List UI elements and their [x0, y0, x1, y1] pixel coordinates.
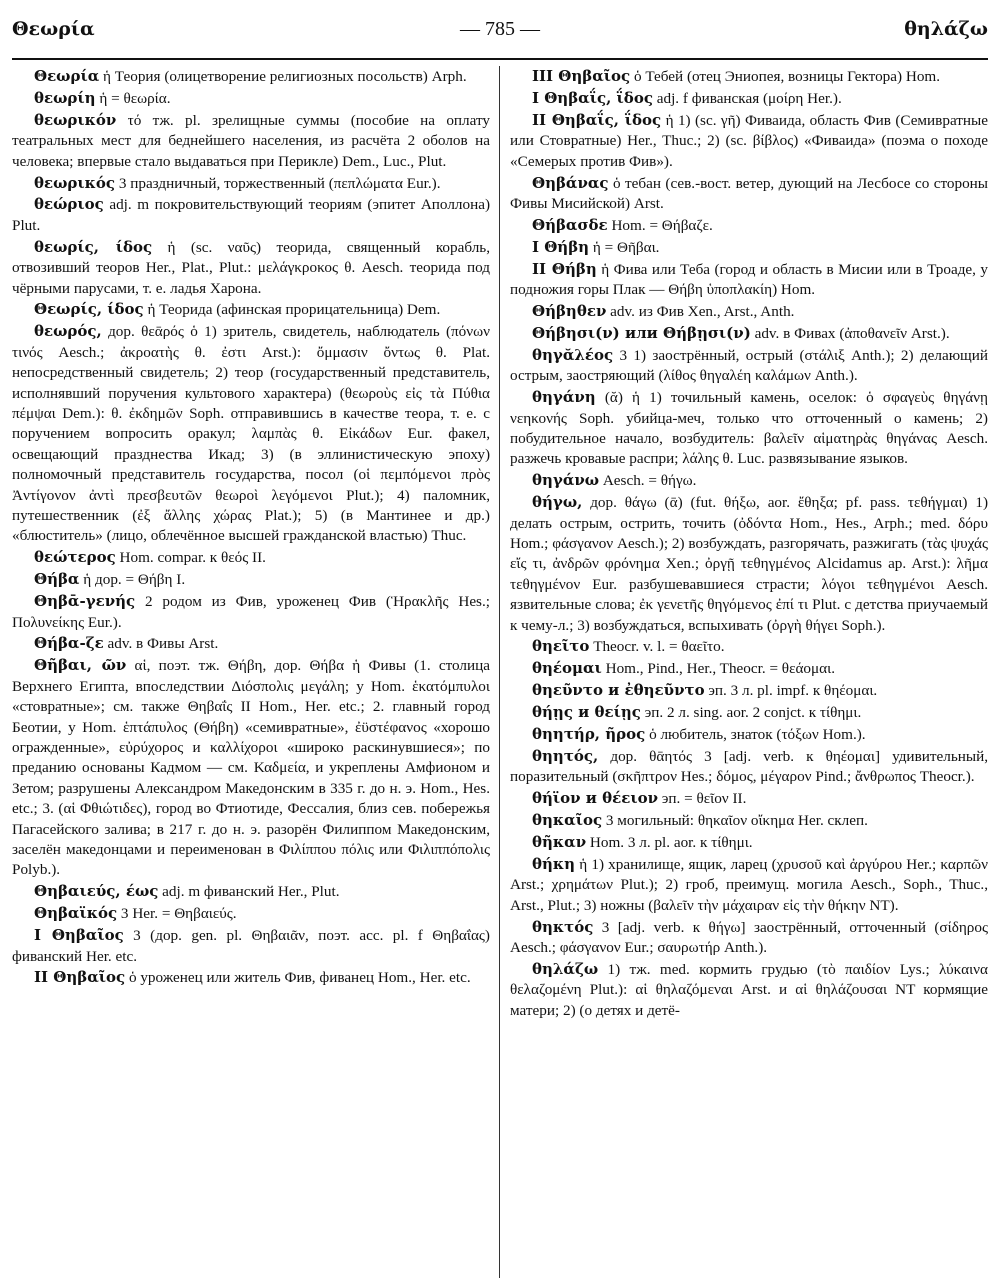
header-rule	[12, 58, 988, 60]
entry-definition: ἡ 1) (sc. γῆ) Фиваида, область Фив (Семивратные или Стовратные) Her., Thuc.; 2) (sc. βίβλος) «Фиваида» (поэма о походе «Семерых против Фив»).	[510, 111, 988, 170]
dictionary-entry	[510, 810, 988, 831]
entry-headword: Θεωρία	[34, 67, 100, 85]
entry-headword: θηγάνω	[532, 471, 600, 490]
dictionary-entry	[12, 967, 490, 988]
entry-definition: 3 (дор. gen. pl. Θηβαιᾶν, поэт. acc. pl. f Θηβαΐας) фиванский Her. etc.	[12, 927, 490, 965]
entry-headword: I Θήβη	[532, 237, 590, 256]
column-divider	[499, 66, 500, 1278]
entry-definition: 3 праздничный, торжественный (πεπλώματα Eur.).	[118, 174, 441, 192]
dictionary-entry	[12, 903, 490, 924]
entry-headword: θηητήρ, ῆρος	[532, 725, 646, 744]
dictionary-entry	[510, 470, 988, 491]
entry-definition: Theocr. v. l. = θαεῖτο.	[593, 638, 725, 656]
entry-definition: ἡ = θεωρία.	[99, 89, 171, 107]
entry-definition: эп. 2 л. sing. aor. 2 conjct. к τίθημι.	[644, 704, 862, 722]
entry-definition: adj. m покровительствующий теориям (эпитет Аполлона) Plut.	[12, 196, 490, 234]
dictionary-entry	[12, 547, 490, 568]
entry-headword: θήκη	[532, 855, 576, 874]
entry-definition: ὁ тебан (сев.-вост. ветер, дующий на Лесбосе со стороны Фивы Мисийской) Arst.	[510, 174, 988, 212]
dictionary-entry	[510, 173, 988, 215]
entry-definition: дор. θᾱητός 3 [adj. verb. к θηέομαι] удивительный, поразительный (σκῆπτρον Hes.; δόμος, μέγαρον Pind.; ἄνθρωπος Theocr.).	[510, 748, 988, 786]
entry-headword: I Θηβαΐς, ΐδος	[532, 88, 653, 107]
entry-headword: θήϊον и θέειον	[532, 789, 659, 808]
entry-headword: θηητός,	[532, 747, 599, 765]
entry-headword: Θηβάνας	[532, 173, 609, 192]
entry-headword: θήῃς и θείῃς	[532, 703, 641, 722]
dictionary-entry	[510, 746, 988, 788]
dictionary-entry	[12, 66, 490, 87]
dictionary-entry	[510, 680, 988, 701]
header-last-word: θηλάζω	[904, 18, 988, 40]
entry-definition: adv. из Фив Xen., Arst., Anth.	[610, 302, 795, 320]
page-header	[0, 10, 1000, 50]
entry-headword: θηκαῖος	[532, 811, 603, 830]
dictionary-entry	[510, 854, 988, 916]
entry-headword: θεωρίη	[34, 88, 96, 107]
entry-headword: θηγᾰλέος	[532, 345, 614, 364]
dictionary-entry	[510, 237, 988, 258]
entry-definition: Aesch. = θήγω.	[602, 472, 697, 490]
entry-headword: Θῆβαι, ῶν	[34, 656, 127, 675]
dictionary-entry	[510, 323, 988, 344]
entry-definition: Hom. 3 л. pl. aor. к τίθημι.	[589, 834, 753, 852]
entry-headword: Θήβα	[34, 570, 80, 589]
dictionary-entry	[12, 173, 490, 194]
dictionary-entry	[12, 655, 490, 880]
entry-definition: 3 могильный: θηκαῖον οἴκημα Her. склеп.	[605, 812, 868, 830]
entry-definition: ἡ (sc. ναῦς) теорида, священный корабль, отвозивший теоров Her., Plat., Plut.: μελάγκροκος θ. Aesch. теорида под чёрными парусами, т. е. ладья Харона.	[12, 238, 490, 297]
entry-headword: θηέομαι	[532, 659, 602, 678]
dictionary-entry	[510, 636, 988, 657]
entry-headword: θηκτός	[532, 917, 594, 936]
entry-definition: эп. 3 л. pl. impf. к θηέομαι.	[708, 682, 878, 700]
entry-headword: Θηβαιεύς, έως	[34, 882, 159, 901]
entry-definition: Hom. compar. к θεός II.	[119, 549, 266, 567]
dictionary-entry	[510, 345, 988, 387]
entry-headword: Θεωρίς, ίδος	[34, 300, 144, 319]
entry-definition: ἡ = Θῆβαι.	[592, 238, 660, 256]
entry-definition: 2 родом из Фив, уроженец Фив (Ἡρακλῆς Hes.; Πολυνείκης Eur.).	[12, 593, 490, 631]
dictionary-entry	[510, 788, 988, 809]
dictionary-entry	[510, 301, 988, 322]
entry-definition: adj. m фиванский Her., Plut.	[162, 883, 340, 901]
entry-definition: дор. θεᾱρός ὁ 1) зритель, свидетель, наблюдатель (πόνων τινός Aesch.; ἀκροατὴς θ. ἐστι Arst.): ὄμμασιν ὄντως θ. Plat. непосредственный свидетель; 2) теор (государственный представитель, исполнявший поручения культового характера) (θεωροὺς εἰς τὰ Πύθια πέμψαι Dem.): θ. ἐκδημῶν Soph. отправившись в качестве теора, т. е. с поручением вопросить оракул; λαμπὰς θ. Εἰκάδων Eur. факел, освещающий празднества Икад; 3) (в эллинистическую эпоху) полномочный представитель государства, посол (οἱ πεμπόμενοι πρὸς Ἀντίγονον ἀντὶ πρεσβευτῶν θεωροὶ λεγόμενοι Plut.); 4) паломник, путешественник (ἐξ ἄλλης χώρας Plat.); 5) (в Мантинее и др.) «блюститель» (лицо, облечённое высшей гражданской властью) Thuc.	[12, 323, 490, 545]
entry-definition: ὁ Тебей (отец Эниопея, возницы Гектора) Hom.	[633, 68, 941, 85]
entry-definition: 3 [adj. verb. к θήγω] заострённый, отточенный (σίδηρος Aesch.; φάσγανον Eur.; σαυρωτήρ Anth.).	[510, 918, 988, 957]
entry-headword: θεωρικόν	[34, 110, 117, 129]
entry-definition: ἡ Теория (олицетворение религиозных посольств) Arph.	[103, 68, 467, 85]
entry-headword: θῆκαν	[532, 833, 587, 852]
dictionary-entry	[510, 959, 988, 1021]
entry-definition: Hom. = Θήβαζε.	[611, 216, 713, 234]
entry-definition: (ᾰ) ἡ 1) точильный камень, оселок: ὁ σφαγεὺς θηγάνῃ νεηκονής Soph. убийца-меч, только что отточенный о камень; 2) побудительное начало, возбудитель: βαλεῖν αἱματηρὰς θηγάνας Aesch. разжечь кровавые распри; λάλης θ. Luc. развязывание языков.	[510, 389, 988, 468]
dictionary-entry	[510, 110, 988, 172]
entry-headword: Θήβα-ζε	[34, 634, 104, 653]
entry-definition: ἡ 1) хранилище, ящик, ларец (χρυσοῦ καὶ ἀργύρου Her.; καρπῶν Arst.; χρημάτων Plut.); 2) гроб, преимущ. могила Aesch., Soph., Thuc., Arst., Plut.; 3) ножны (βαλεῖν τὴν μάχαιραν εἰς τὴν θήκην NT).	[510, 856, 988, 914]
entry-definition: adj. f фиванская (μοίρη Her.).	[656, 89, 842, 107]
dictionary-entry	[12, 194, 490, 236]
entry-definition: ἡ Теорида (афинская прорицательница) Dem.	[147, 301, 441, 319]
page-number: — 785 —	[460, 18, 540, 40]
entry-definition: Hom., Pind., Her., Theocr. = θεάομαι.	[605, 660, 835, 678]
entry-headword: θεώριος	[34, 195, 104, 214]
header-first-word: Θεωρία	[12, 18, 95, 40]
dictionary-entry	[12, 110, 490, 172]
dictionary-entry	[510, 832, 988, 853]
entry-headword: θεωρίς, ίδος	[34, 237, 153, 256]
entry-headword: II Θηβαῖος	[34, 968, 126, 987]
entry-headword: θηγάνη	[532, 388, 596, 407]
entry-headword: θεώτερος	[34, 548, 116, 567]
dictionary-entry	[12, 881, 490, 902]
entry-headword: θηλάζω	[532, 960, 599, 979]
dictionary-entry	[510, 917, 988, 959]
entry-headword: θεωρικός	[34, 173, 116, 192]
entry-definition: ἡ дор. = Θήβη I.	[83, 571, 186, 589]
dictionary-entry	[510, 259, 988, 301]
left-column	[12, 66, 490, 1278]
dictionary-entry	[12, 321, 490, 546]
dictionary-entry	[12, 569, 490, 590]
entry-headword: Θήβασδε	[532, 215, 608, 234]
entry-definition: ὁ любитель, знаток (τόξων Hom.).	[649, 726, 866, 744]
dictionary-entry	[510, 387, 988, 470]
dictionary-entry	[12, 88, 490, 109]
dictionary-entry	[12, 633, 490, 654]
entry-headword: θηεῖτο	[532, 637, 590, 656]
entry-headword: I Θηβαῖος	[34, 926, 124, 945]
right-column	[510, 66, 988, 1278]
dictionary-entry	[510, 724, 988, 745]
entry-definition: дор. θάγω (ᾱ) (fut. θήξω, aor. ἔθηξα; pf. pass. τεθήγμαι) 1) делать острым, острить, точить (ὀδόντα Hom., Hes., Arph.; med. δόρυ Hom.; φάσγανον Aesch.); 2) возбуждать, разгорячать, разжигать (τὰς ψυχάς εἴς τι, ἀνδρῶν φρόνημα Xen.; ὀργῇ τεθηγμένος Alcidamus ap. Arst.): λῆμα τεθηγμένον Eur. разбушевавшиеся страсти; λόγοι τεθηγμένοι Aesch. язвительные слова; ἐκ γενετῆς θηγόμενος ἐπί τι Plut. с детства приучаемый к чему-л.; 3) возбуждаться, вспыхивать (ὀργὴ θήγει Soph.).	[510, 494, 988, 634]
dictionary-entry	[12, 591, 490, 633]
entry-definition: adv. в Фивах (ἀποθανεῖν Arst.).	[754, 324, 950, 342]
entry-headword: Θήβησι(ν) или Θήβῃσι(ν)	[532, 323, 751, 342]
entry-definition: эп. = θεῖον II.	[661, 790, 747, 808]
dictionary-entry	[510, 492, 988, 636]
entry-headword: III Θηβαῖος	[532, 67, 631, 85]
dictionary-entry	[12, 299, 490, 320]
dictionary-entry	[510, 658, 988, 679]
entry-headword: II Θηβαΐς, ΐδος	[532, 110, 662, 129]
entry-headword: Θηβαϊκός	[34, 904, 118, 923]
entry-definition: 1) тж. med. кормить грудью (τὸ παιδίον Lys.; λύκαινα θελαζομένη Plut.): αἱ θηλαζόμεναι Arst. и αἱ θηλάζουσαι NT кормящие матери; 2) (о детях и детё-	[510, 961, 988, 1019]
entry-definition: αἱ, поэт. тж. Θήβη, дор. Θήβα ἡ Фивы (1. столица Верхнего Египта, впоследствии Διόσπολις μεγάλη; у Hom. ἑκατόμπυλοι «стовратные»; см. также Θηβαΐς II Hom., Her. etc.; 2. главный город Беотии, у Hom. ἑπτάπυλος (Θήβη) «семивратные», ἐϋστέφανος «хорошо огражденные», εὐρύχορος и καλλίχοροι «широко раскинувшиеся»; по преданию основаны Кадмом — см. Καδμεία, и укреплены Амфионом и Зетом; разрушены Александром Македонским в 335 г. до н. э. Hom., Hes. etc.; 3. (αἱ Φθιώτιδες), город во Фтиотиде, Фессалия, близ сев. побережья Пагасейского залива; в 217 г. до н. э. разорён Филиппом Македонским, заселён македонцами и переименован в Φιλίππου πόλις или Φιλιππόπολις Polyb.).	[12, 657, 490, 879]
dictionary-entry	[510, 88, 988, 109]
dictionary-entry	[12, 237, 490, 299]
entry-definition: τό тж. pl. зрелищные суммы (пособие на оплату театральных мест для беднейшего населения, из расчёта 2 оболов на человека; впервые стало выдаваться при Перикле) Dem., Luc., Plut.	[12, 111, 490, 170]
entry-definition: adv. в Фивы Arst.	[107, 635, 219, 653]
entry-headword: θήγω,	[532, 493, 583, 512]
entry-headword: Θηβᾱ-γενής	[34, 592, 136, 611]
entry-headword: θηεῦντο и ἐθηεῦντο	[532, 681, 705, 700]
dictionary-entry	[510, 66, 988, 87]
entry-definition: 3 1) заострённый, острый (στάλιξ Anth.); 2) делающий острым, заостряющий (λίθος θηγαλέη καλάμων Anth.).	[510, 346, 988, 385]
entry-definition: ἡ Фива или Теба (город и область в Мисии или в Троаде, у подножия горы Плак — Θήβη ὑποπλακίη) Hom.	[510, 260, 988, 299]
dictionary-entry	[510, 702, 988, 723]
entry-definition: 3 Her. = Θηβαιεύς.	[120, 905, 237, 923]
entry-headword: θεωρός,	[34, 322, 102, 341]
dictionary-entry	[12, 925, 490, 967]
entry-headword: II Θήβη	[532, 259, 597, 278]
entry-headword: Θήβηθεν	[532, 301, 607, 320]
entry-definition: ὁ уроженец или житель Фив, фиванец Hom., Her. etc.	[128, 969, 471, 987]
dictionary-entry	[510, 215, 988, 236]
